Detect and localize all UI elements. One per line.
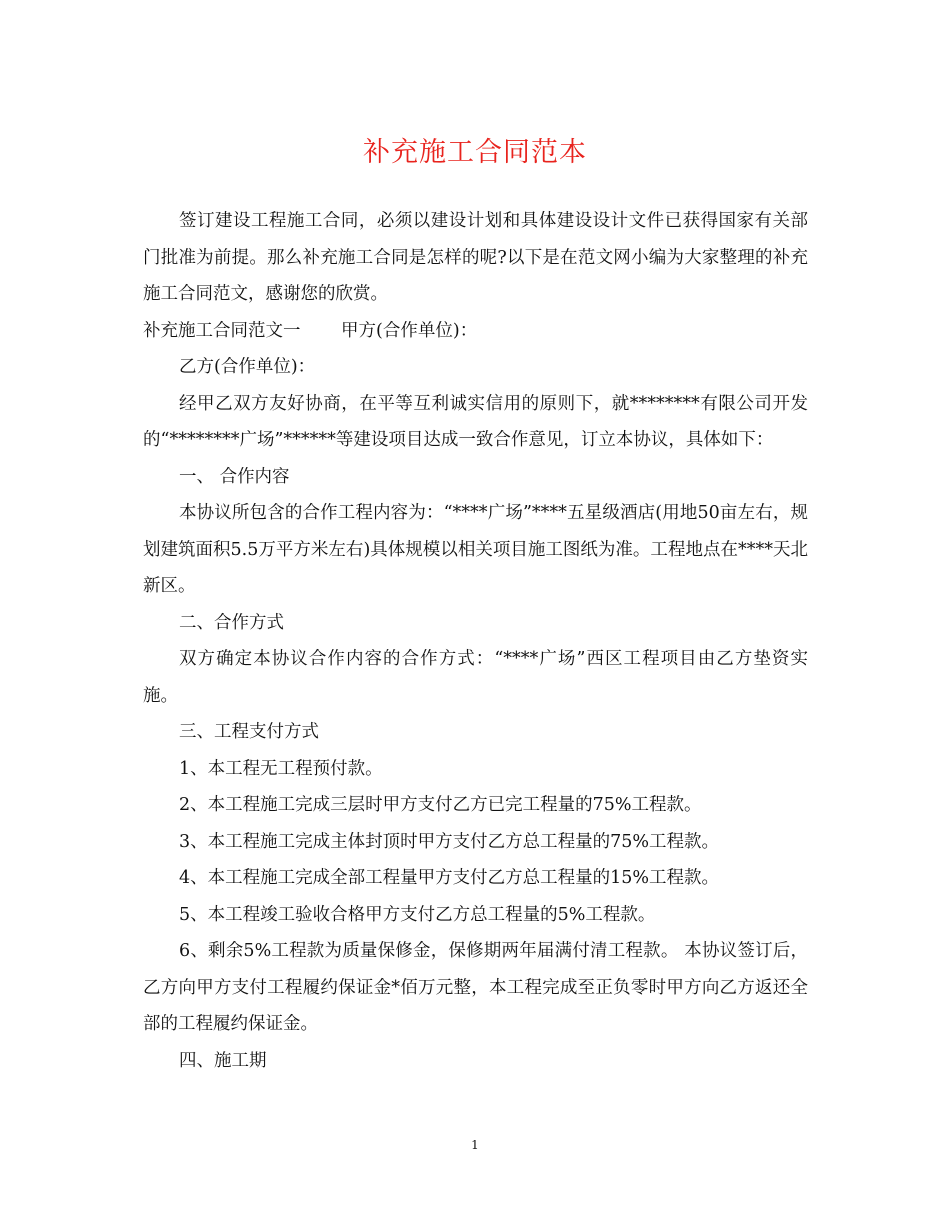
contract-heading-party-a: 补充施工合同范文一 甲方(合作单位)：	[143, 320, 478, 341]
payment-item-2: 2、本工程施工完成三层时甲方支付乙方已完工程量的75%工程款。	[179, 795, 702, 815]
payment-item-4: 4、本工程施工完成全部工程量甲方支付乙方总工程量的15%工程款。	[179, 868, 720, 888]
agreement-paragraph: 经甲乙双方友好协商，在平等互利诚实信用的原则下，就********有限公司开发的“********广场”******等建设项目达成一致合作意见，订立本协议，具体如下：	[143, 393, 808, 450]
section-heading-construction-period: 四、施工期	[179, 1050, 267, 1071]
intro-paragraph: 签订建设工程施工合同，必须以建设计划和具体建设设计文件已获得国家有关部门批准为前提。那么补充施工合同是怎样的呢?以下是在范文网小编为大家整理的补充施工合同范文，感谢您的欣赏。	[143, 211, 808, 304]
section-heading-cooperation-method: 二、合作方式	[179, 612, 284, 633]
payment-item-3: 3、本工程施工完成主体封顶时甲方支付乙方总工程量的75%工程款。	[179, 831, 720, 852]
cooperation-method-paragraph: 双方确定本协议合作内容的合作方式：“****广场”西区工程项目由乙方垫资实施。	[143, 649, 808, 706]
page-number: 1	[471, 1138, 479, 1152]
payment-item-5: 5、本工程竣工验收合格甲方支付乙方总工程量的5%工程款。	[179, 904, 656, 925]
section-heading-cooperation-content: 一、 合作内容	[179, 466, 290, 487]
cooperation-content-paragraph: 本协议所包含的合作工程内容为：“****广场”****五星级酒店(用地50亩左右，规划建筑面积5.5万平方米左右)具体规模以相关项目施工图纸为准。工程地点在****天北新区。	[143, 503, 808, 596]
payment-item-1: 1、本工程无工程预付款。	[179, 758, 383, 779]
payment-item-6: 6、剩余5%工程款为质量保修金，保修期两年届满付清工程款。 本协议签订后，乙方向甲方支付工程履约保证金*佰万元整，本工程完成至正负零时甲方向乙方返还全部的工程履约保证金。	[143, 941, 808, 1034]
document-title: 补充施工合同范本	[363, 137, 587, 168]
section-heading-payment-method: 三、工程支付方式	[179, 722, 319, 742]
document-body	[143, 203, 808, 1079]
party-b-line: 乙方(合作单位)：	[179, 357, 316, 377]
